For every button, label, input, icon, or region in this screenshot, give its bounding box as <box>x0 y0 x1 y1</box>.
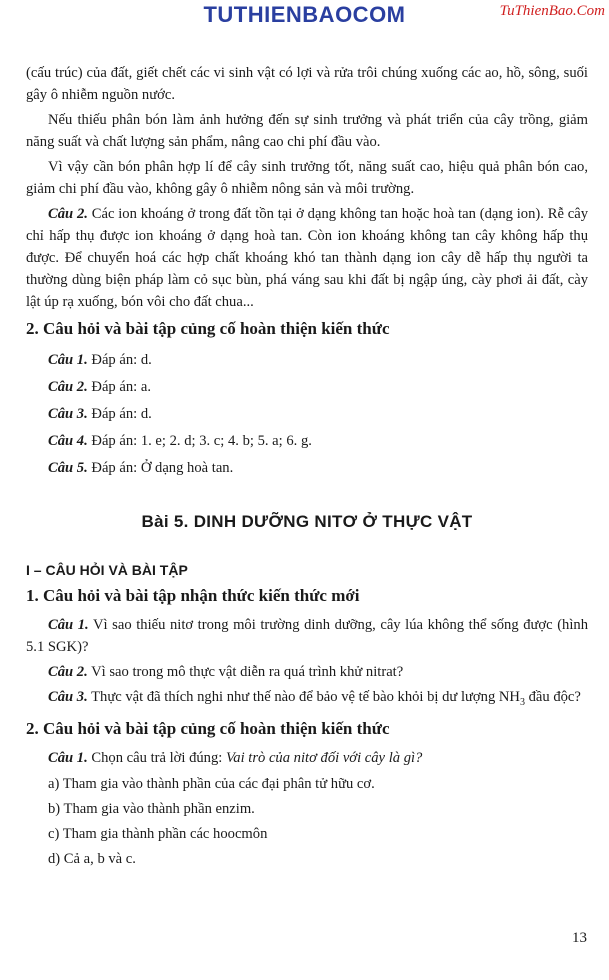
mcq-option: a) Tham gia vào thành phần của các đại phân tử hữu cơ. <box>48 775 375 792</box>
section-heading: 1. Câu hỏi và bài tập nhận thức kiến thức mới <box>26 586 360 605</box>
question-label: Câu 2. <box>48 206 88 222</box>
section-heading: 2. Câu hỏi và bài tập củng cố hoàn thiện kiến thức <box>26 319 390 338</box>
answer-label: Câu 5. <box>48 460 88 476</box>
answer-text: Đáp án: d. <box>87 406 152 422</box>
answer-label: Câu 3. <box>48 406 88 422</box>
answer-label: Câu 1. <box>48 352 88 368</box>
question-item <box>26 661 588 683</box>
page-number: 13 <box>572 930 587 946</box>
page-content <box>26 62 588 872</box>
lesson-title: Bài 5. DINH DƯỠNG NITƠ Ở THỰC VẬT <box>141 512 473 531</box>
question-text: Vì sao thiếu nitơ trong môi trường dinh dưỡng, cây lúa không thể sống được (hình 5.1 SGK)? <box>26 617 589 655</box>
answer-item <box>26 347 588 374</box>
question-label: Câu 1. <box>48 617 89 633</box>
answer-item <box>26 374 588 401</box>
question-label: Câu 3. <box>48 689 88 705</box>
mcq-option: c) Tham gia thành phần các hoocmôn <box>48 825 268 842</box>
question-text: Thực vật đã thích nghi như thế nào để bảo vệ tế bào khỏi bị dư lượng NH <box>87 689 520 705</box>
answer-item <box>26 455 588 482</box>
site-title: TUTHIENBAOCOM <box>203 2 406 27</box>
answer-text: Đáp án: a. <box>87 379 151 395</box>
intro-paragraph: Vì vậy cần bón phân hợp lí để cây sinh trưởng tốt, năng suất cao, hiệu quả phân bón cao, giảm chi phí đầu vào, không gây ô nhiễm nông sản và môi trường. <box>26 159 588 197</box>
question-item <box>26 614 588 658</box>
answer-list <box>26 347 588 482</box>
question-prompt-italic: Vai trò của nitơ đối với cây là gì? <box>225 749 423 766</box>
question-label: Câu 2. <box>48 664 88 680</box>
question-text: Chọn câu trả lời đúng: <box>87 749 226 766</box>
mcq-option: d) Cả a, b và c. <box>48 850 136 867</box>
intro-paragraph: Nếu thiếu phân bón làm ảnh hưởng đến sự sinh trưởng và phát triển của cây trồng, giảm năng suất và chất lượng sản phẩm, nâng cao chi phí đầu vào. <box>26 112 588 150</box>
answer-item <box>26 428 588 455</box>
answer-text: Đáp án: Ở dạng hoà tan. <box>87 460 234 476</box>
answer-label: Câu 2. <box>48 379 88 395</box>
mcq-question <box>26 747 588 769</box>
cau2-paragraph <box>26 203 588 313</box>
answer-item <box>26 401 588 428</box>
question-text: Vì sao trong mô thực vật diễn ra quá trình khử nitrat? <box>87 664 404 680</box>
mcq-option: b) Tham gia vào thành phần enzim. <box>48 800 255 817</box>
question-text: Các ion khoáng ở trong đất tồn tại ở dạng không tan hoặc hoà tan (dạng ion). Rễ cây chỉ hấp thụ được ion khoáng ở dạng hoà tan. Còn ion khoáng không tan cây không hấp thụ được. Để chuyển hoá các hợp chất khoáng khó tan thành dạng ion cây dễ hấp thụ người ta thường dùng biện pháp làm cỏ sục bùn, phá váng sau khi đất bị ngập úng, cày phơi ải đất, cày lật úp rạ xuống, bón vôi cho đất chua... <box>26 206 588 310</box>
answer-text: Đáp án: d. <box>87 352 152 368</box>
part-title: I – CÂU HỎI VÀ BÀI TẬP <box>26 562 188 578</box>
site-logo: TuThienBao.Com <box>499 3 605 19</box>
question-item <box>26 686 588 714</box>
intro-paragraph: (cấu trúc) của đất, giết chết các vi sinh vật có lợi và rửa trôi chúng xuống các ao, hồ, sông, suối gây ô nhiễm nguồn nước. <box>26 65 588 103</box>
question-text: đầu độc? <box>524 689 581 705</box>
section-heading: 2. Câu hỏi và bài tập củng cố hoàn thiện kiến thức <box>26 718 390 738</box>
question-label: Câu 1. <box>48 749 88 766</box>
answer-label: Câu 4. <box>48 433 88 449</box>
subscript: 3 <box>519 696 525 708</box>
answer-text: Đáp án: 1. e; 2. d; 3. c; 4. b; 5. a; 6. g. <box>87 433 312 449</box>
